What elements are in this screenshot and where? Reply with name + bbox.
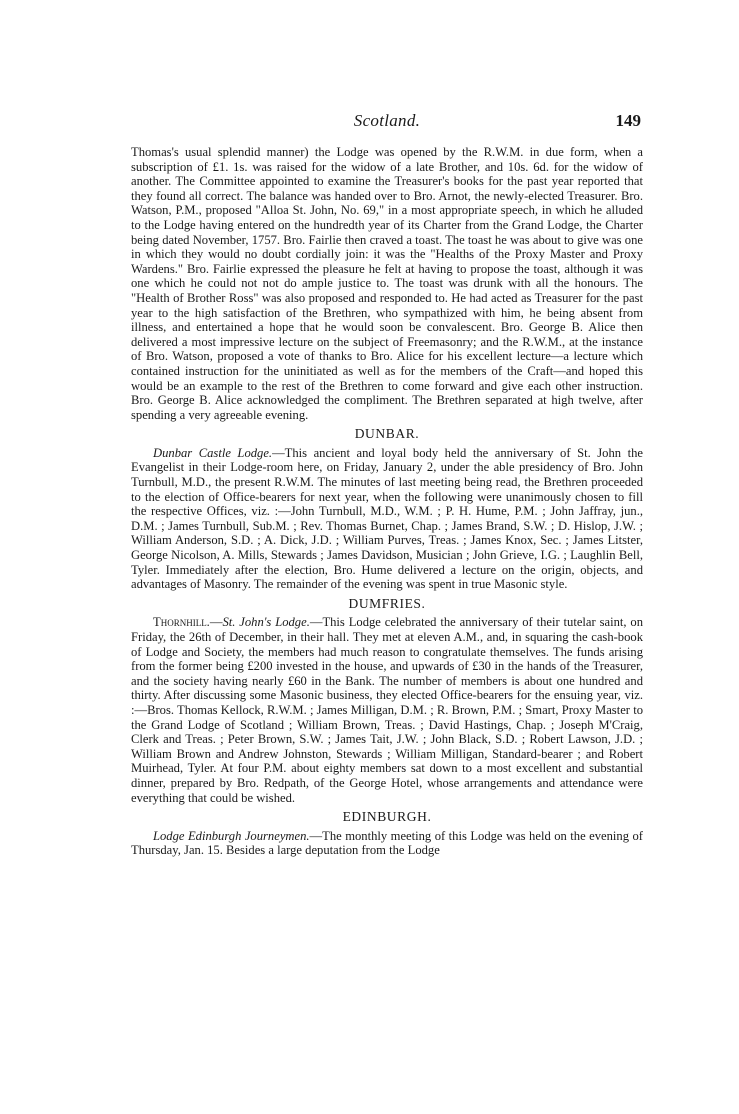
paragraph-dumfries: Thornhill.—St. John's Lodge.—This Lodge celebrated the anniversary of their tutelar saint, on Friday, the 26th of December, in their hall. They met at eleven A.M., and, in squaring the cash-book of Lodge and Society, the members had much reason to congratulate themselves. The funds arising from the former being £200 invested in the house, and upwards of £30 in the hands of the Treasurer, and the society having nearly £60 in the Bank. The number of members is about one hundred and thirty. After discussing some Masonic business, they elected Office-bearers for the ensuing year, viz. :—Bros. Thomas Kellock, R.W.M. ; James Milligan, D.M. ; R. Brown, P.M. ; Smart, Proxy Master to the Grand Lodge of Scotland ; William Brown, Treas. ; David Hastings, Chap. ; Joseph M'Craig, Clerk and Treas. ; Peter Brown, S.W. ; James Tait, J.W. ; John Black, S.D. ; Robert Lawson, J.D. ; William Brown and Andrew Johnston, Stewards ; William Milligan, Standard-bearer ; and Robert Muirhead, Tyler. At four P.M. about eighty members sat down to a most excellent and substantial dinner, prepared by Bro. Redpath, of the George Hotel, whose arrangements and attendance were everything that could be wished. [131,615,643,805]
paragraph-alloa-continued: Thomas's usual splendid manner) the Lodge was opened by the R.W.M. in due form, when a subscription of £1. 1s. was raised for the widow of a late Brother, and 10s. 6d. for the widow of another. The Committee appointed to examine the Treasurer's books for the past year reported that they found all correct. The balance was handed over to Bro. Arnot, the newly-elected Treasurer. Bro. Watson, P.M., proposed "Alloa St. John, No. 69," in a most appropriate speech, in which he alluded to the Lodge having entered on the hundredth year of its Charter from the Grand Lodge, the Charter being dated November, 1757. Bro. Fairlie then craved a toast. The toast he was about to give was one in which they would no doubt cordially join: it was the "Healths of the Proxy Master and Proxy Wardens." Bro. Fairlie expressed the pleasure he felt at having to propose the toast, although it was one which he could not not do ample justice to. The toast was drunk with all the honours. The "Health of Brother Ross" was also proposed and responded to. He had acted as Treasurer for the past year to the high satisfaction of the Brethren, who sympathized with him, he being absent from illness, and entertained a hope that he would soon be convalescent. Bro. George B. Alice then delivered a most impressive lecture on the subject of Freemasonry; and the R.W.M., at the instance of Bro. Watson, proposed a vote of thanks to Bro. Alice for his excellent lecture—a lecture which contained instruction for the uninitiated as well as for the members of the Craft—and hoped this would be an example to the rest of the Brethren to come forward and give each other instruction. Bro. George B. Alice acknowledged the compliment. The Brethren separated at high twelve, after spending a very agreeable evening. [131,145,643,422]
lodge-name-edinburgh: Lodge Edinburgh Journeymen. [153,828,310,843]
section-heading-dunbar: DUNBAR. [354,426,420,442]
article-body [131,145,643,858]
paragraph-dumfries-text: —This Lodge celebrated the anniversary of their tutelar saint, on Friday, the 26th of December, in their hall. They met at eleven A.M., and, in squaring the cash-book of Lodge and Society, the members had much reason to congratulate themselves. The funds arising from the former being £200 invested in the house, and upwards of £30 in the hands of the Treasurer, and the society having nearly £60 in the Bank. The number of members is about one hundred and thirty. After discussing some Masonic business, they elected Office-bearers for the ensuing year, viz. :—Bros. Thomas Kellock, R.W.M. ; James Milligan, D.M. ; R. Brown, P.M. ; Smart, Proxy Master to the Grand Lodge of Scotland ; William Brown, Treas. ; David Hastings, Chap. ; Joseph M'Craig, Clerk and Treas. ; Peter Brown, S.W. ; James Tait, J.W. ; John Black, S.D. ; Robert Lawson, J.D. ; William Brown and Andrew Johnston, Stewards ; William Milligan, Standard-bearer ; and Robert Muirhead, Tyler. At four P.M. about eighty members sat down to a most excellent and substantial dinner, prepared by Bro. Redpath, of the George Hotel, whose arrangements and attendance were everything that could be wished. [131,615,643,805]
paragraph-edinburgh-text: —The monthly meeting of this Lodge was held on the evening of Thursday, Jan. 15. Besides a large deputation from the Lodge [131,828,643,858]
lodge-name-st-johns: St. John's Lodge. [222,615,310,630]
lodge-name-dunbar: Dunbar Castle Lodge. [153,445,273,460]
section-heading-edinburgh: EDINBURGH. [342,809,432,825]
page-header [131,111,643,137]
page-number: 149 [615,111,641,130]
place-name-thornhill: Thornhill. [153,615,210,630]
section-heading-dumfries: DUMFRIES. [348,595,426,611]
paragraph-edinburgh [131,829,643,858]
paragraph-dunbar [131,446,643,592]
paragraph-dunbar-text: —This ancient and loyal body held the anniversary of St. John the Evangelist in their Lodge-room here, on Friday, January 2, under the able presidency of Bro. John Turnbull, M.D., the present R.W.M. The minutes of last meeting being read, the Brethren proceeded to the election of Office-bearers for next year, when the following were unanimously chosen to fill the respective Offices, viz. :—John Turnbull, M.D., W.M. ; P. H. Hume, P.M. ; John Jaffray, jun., D.M. ; James Turnbull, Sub.M. ; Rev. Thomas Burnet, Chap. ; James Brand, S.W. ; D. Hislop, J.W. ; William Anderson, S.D. ; A. Dick, J.D. ; William Purves, Treas. ; James Knox, Sec. ; James Litster, George Nicolson, A. Mills, Stewards ; James Davidson, Musician ; John Grieve, I.G. ; Laughlin Bell, Tyler. Immediately after the election, Bro. Hume delivered a lecture on the origin, objects, and advantages of Masonry. The remainder of the evening was spent in true Masonic style. [131,445,643,592]
running-title: Scotland. [353,111,421,130]
